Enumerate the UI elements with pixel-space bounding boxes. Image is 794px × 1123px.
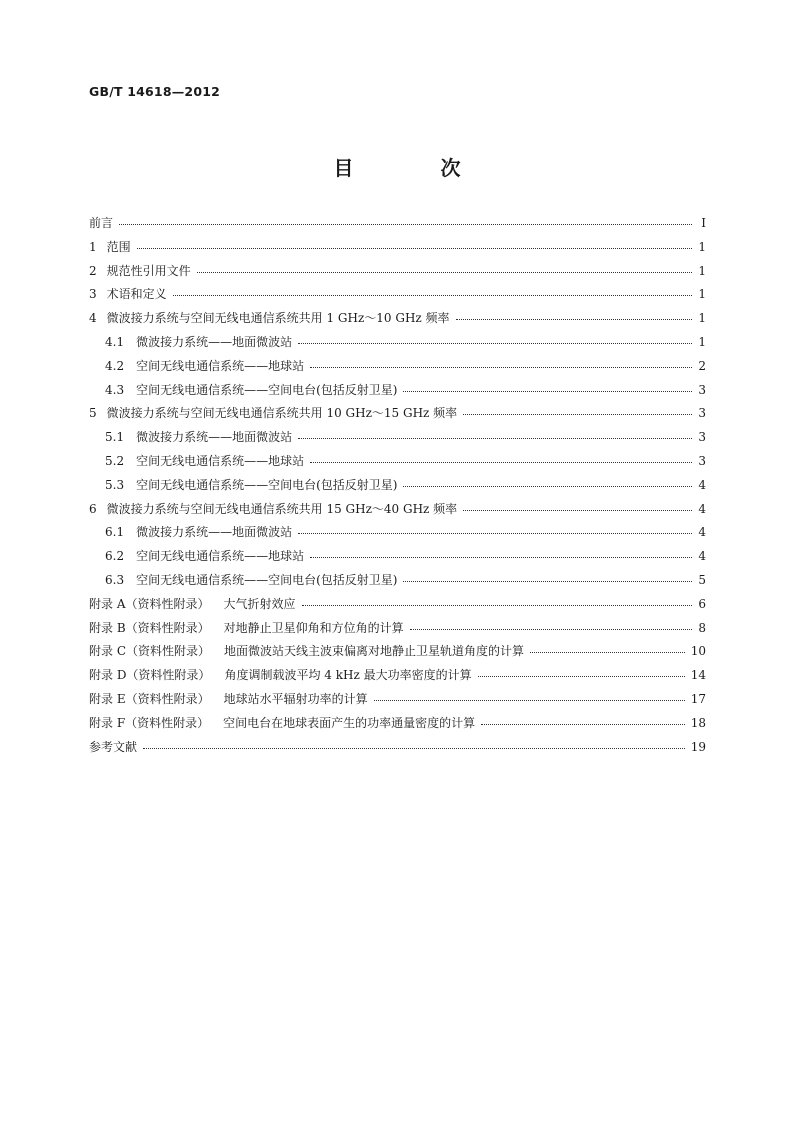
toc-entry-page: 3 (698, 430, 706, 445)
toc-entry-label (105, 523, 292, 540)
toc-entry-page: 4 (698, 525, 706, 540)
toc-entry-page: 1 (698, 287, 706, 302)
toc-entry[interactable] (89, 500, 706, 524)
toc-entry-number: 2 (89, 263, 97, 278)
toc-entry-page: 18 (690, 715, 706, 730)
toc-entry[interactable] (89, 452, 706, 476)
toc-entry-page: 10 (690, 644, 706, 659)
toc-entry-page: 1 (698, 311, 706, 326)
dot-leader (478, 676, 685, 677)
toc-entry-label (105, 333, 292, 350)
toc-entry-page: 3 (698, 406, 706, 421)
toc-entry[interactable] (89, 428, 706, 452)
dot-leader (410, 629, 692, 630)
toc-entry-number: 5.3 (105, 477, 125, 492)
toc-entry-label (89, 619, 404, 636)
toc-entry[interactable] (89, 285, 706, 309)
toc-entry-title: 空间无线电通信系统——地球站 (136, 358, 305, 373)
dot-leader (481, 724, 685, 725)
toc-entry-number: 4 (89, 311, 97, 326)
toc-entry-label (89, 714, 475, 731)
toc-entry-page: 1 (698, 263, 706, 278)
toc-entry-label (89, 214, 113, 231)
toc-entry[interactable] (89, 523, 706, 547)
toc-entry[interactable] (89, 404, 706, 428)
toc-entry-label (105, 571, 397, 588)
toc-entry-page: 17 (690, 691, 706, 706)
toc-entry-label (89, 238, 131, 255)
dot-leader (530, 652, 685, 653)
dot-leader (310, 367, 692, 368)
toc-entry-number: 5.2 (105, 453, 125, 468)
toc-entry-page: Ⅰ (701, 216, 706, 230)
toc-entry-page: 4 (698, 549, 706, 564)
toc-entry-page: 3 (698, 382, 706, 397)
toc-entry-label (105, 476, 397, 493)
toc-entry-number: 4.1 (105, 334, 125, 349)
toc-entry-label (89, 690, 368, 707)
toc-entry-title: 空间无线电通信系统——地球站 (136, 453, 305, 468)
toc-entry-number: 1 (89, 239, 97, 254)
toc-entry-label (89, 262, 191, 279)
toc-entry[interactable] (89, 738, 706, 762)
toc-entry[interactable] (89, 333, 706, 357)
toc-entry-label (105, 428, 292, 445)
toc-entry-page: 14 (690, 668, 706, 683)
toc-entry[interactable] (89, 214, 706, 238)
table-of-contents (89, 214, 706, 761)
dot-leader (197, 272, 692, 273)
toc-entry-label (89, 738, 137, 755)
dot-leader (298, 438, 692, 439)
toc-entry[interactable] (89, 547, 706, 571)
dot-leader (403, 486, 692, 487)
toc-entry-annex-prefix: 附录 F（资料性附录） (89, 715, 210, 730)
dot-leader (310, 557, 692, 558)
toc-entry-annex-prefix: 附录 E（资料性附录） (89, 691, 210, 706)
dot-leader (403, 581, 692, 582)
toc-entry-title: 微波接力系统——地面微波站 (136, 525, 293, 540)
dot-leader (143, 748, 685, 749)
dot-leader (302, 605, 693, 606)
toc-entry-number: 4.3 (105, 382, 125, 397)
dot-leader (173, 295, 692, 296)
dot-leader (456, 319, 692, 320)
toc-entry-label (105, 381, 397, 398)
toc-entry-title: 空间电台在地球表面产生的功率通量密度的计算 (223, 715, 476, 730)
toc-entry[interactable] (89, 690, 706, 714)
toc-entry-title: 对地静止卫星仰角和方位角的计算 (223, 620, 404, 635)
toc-entry-number: 5 (89, 406, 97, 421)
dot-leader (119, 224, 692, 225)
toc-entry-title: 微波接力系统与空间无线电通信系统共用 10 GHz～15 GHz 频率 (106, 406, 458, 421)
toc-entry-number: 5.1 (105, 430, 125, 445)
dot-leader (374, 700, 685, 701)
toc-entry-annex-prefix: 附录 D（资料性附录） (89, 668, 211, 683)
toc-entry-title: 角度调制载波平均 4 kHz 最大功率密度的计算 (224, 668, 472, 683)
toc-entry-page: 19 (690, 739, 706, 754)
toc-entry-page: 4 (698, 501, 706, 516)
dot-leader (403, 391, 692, 392)
toc-entry[interactable] (89, 238, 706, 262)
toc-entry-page: 4 (698, 477, 706, 492)
toc-entry[interactable] (89, 381, 706, 405)
toc-entry-label (105, 357, 304, 374)
dot-leader (463, 510, 692, 511)
toc-entry-title: 大气折射效应 (223, 596, 296, 611)
toc-entry[interactable] (89, 571, 706, 595)
toc-entry-title: 微波接力系统——地面微波站 (136, 334, 293, 349)
toc-entry-number: 3 (89, 287, 97, 302)
standard-code: GB/T 14618—2012 (89, 84, 221, 99)
toc-entry-page: 1 (698, 334, 706, 349)
toc-entry-annex-prefix: 附录 B（资料性附录） (89, 620, 210, 635)
toc-entry-title: 空间无线电通信系统——地球站 (136, 549, 305, 564)
toc-entry-number: 4.2 (105, 358, 125, 373)
toc-entry[interactable] (89, 619, 706, 643)
toc-entry-title: 前言 (89, 216, 114, 230)
page-title: 目 次 (333, 156, 501, 180)
toc-entry-title: 空间无线电通信系统——空间电台(包括反射卫星) (136, 382, 398, 397)
toc-entry[interactable] (89, 595, 706, 619)
toc-entry-annex-prefix: 附录 C（资料性附录） (89, 644, 210, 659)
toc-entry-title: 规范性引用文件 (106, 263, 191, 278)
toc-entry-title: 参考文献 (89, 739, 138, 754)
dot-leader (137, 248, 692, 249)
dot-leader (298, 343, 692, 344)
toc-entry-title: 微波接力系统——地面微波站 (136, 430, 293, 445)
toc-entry-label (89, 404, 457, 421)
toc-entry-label (89, 285, 167, 302)
toc-entry-page: 5 (698, 572, 706, 587)
toc-entry-page: 2 (698, 358, 706, 373)
toc-entry-title: 空间无线电通信系统——空间电台(包括反射卫星) (136, 572, 398, 587)
toc-entry-label (89, 309, 450, 326)
toc-entry-label (89, 666, 472, 683)
toc-entry-label (89, 642, 524, 659)
toc-entry[interactable] (89, 262, 706, 286)
toc-entry-title: 术语和定义 (106, 287, 167, 302)
toc-entry-page: 6 (698, 596, 706, 611)
dot-leader (310, 462, 692, 463)
toc-entry-title: 范围 (106, 239, 131, 254)
dot-leader (463, 414, 692, 415)
toc-entry-number: 6.2 (105, 549, 125, 564)
toc-entry-label (89, 595, 296, 612)
toc-entry-title: 地面微波站天线主波束偏离对地静止卫星轨道角度的计算 (224, 644, 525, 659)
toc-entry-number: 6.3 (105, 572, 125, 587)
toc-entry-number: 6.1 (105, 525, 125, 540)
toc-entry-label (105, 452, 304, 469)
toc-entry-title: 地球站水平辐射功率的计算 (223, 691, 368, 706)
toc-entry-title: 微波接力系统与空间无线电通信系统共用 1 GHz～10 GHz 频率 (106, 311, 450, 326)
toc-entry-page: 1 (698, 239, 706, 254)
toc-entry-page: 3 (698, 453, 706, 468)
toc-entry[interactable] (89, 309, 706, 333)
toc-entry-label (105, 547, 304, 564)
toc-entry[interactable] (89, 642, 706, 666)
toc-entry[interactable] (89, 476, 706, 500)
toc-entry[interactable] (89, 357, 706, 381)
toc-entry-label (89, 500, 457, 517)
toc-entry[interactable] (89, 666, 706, 690)
toc-entry[interactable] (89, 714, 706, 738)
toc-entry-page: 8 (698, 620, 706, 635)
toc-entry-title: 微波接力系统与空间无线电通信系统共用 15 GHz～40 GHz 频率 (106, 501, 458, 516)
toc-entry-annex-prefix: 附录 A（资料性附录） (89, 596, 210, 611)
toc-entry-number: 6 (89, 501, 97, 516)
toc-entry-title: 空间无线电通信系统——空间电台(包括反射卫星) (136, 477, 398, 492)
dot-leader (298, 533, 692, 534)
